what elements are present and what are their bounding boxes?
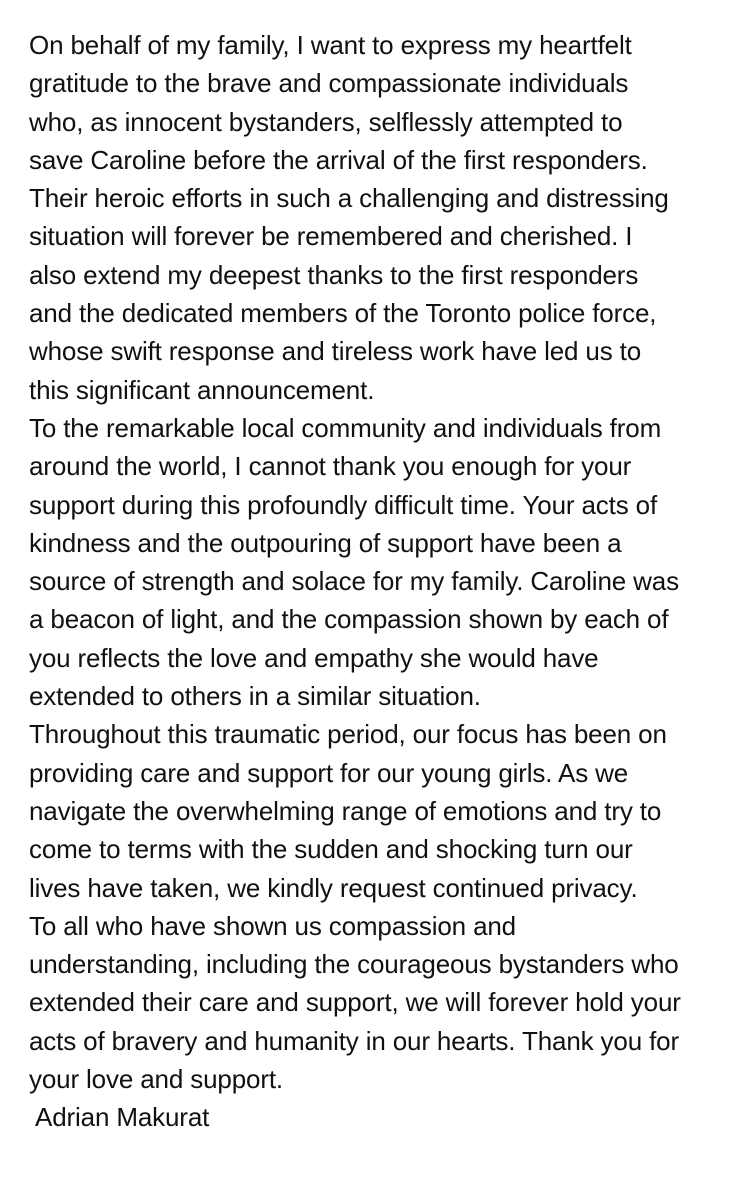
text-line: and the dedicated members of the Toronto police force,	[29, 298, 657, 329]
text-line: your love and support.	[29, 1064, 283, 1095]
text-line: you reflects the love and empathy she would have	[29, 642, 599, 673]
text-line: Their heroic efforts in such a challenging and distressing	[29, 183, 669, 214]
text-line: providing care and support for our young girls. As we	[29, 757, 629, 788]
text-line: support during this profoundly difficult time. Your acts of	[29, 489, 658, 520]
text-line: a beacon of light, and the compassion shown by each of	[29, 604, 669, 635]
text-line: come to terms with the sudden and shocking turn our	[29, 834, 633, 865]
text-line: To all who have shown us compassion and	[29, 910, 516, 941]
paragraph-3	[29, 715, 744, 906]
signature: Adrian Makurat	[35, 1102, 210, 1133]
text-line: situation will forever be remembered and cherished. I	[29, 221, 633, 252]
text-line: whose swift response and tireless work have led us to	[29, 336, 642, 367]
text-line: extended to others in a similar situation.	[29, 681, 481, 712]
paragraph-2	[29, 409, 744, 715]
text-line: kindness and the outpouring of support have been a	[29, 527, 622, 558]
text-line: To the remarkable local community and individuals from	[29, 412, 662, 443]
text-line: understanding, including the courageous bystanders who	[29, 949, 679, 980]
text-line: gratitude to the brave and compassionate individuals	[29, 68, 629, 99]
paragraph-4	[29, 907, 744, 1098]
text-line: save Caroline before the arrival of the first responders.	[29, 144, 648, 175]
text-line: around the world, I cannot thank you enough for your	[29, 451, 632, 482]
statement-text	[29, 26, 744, 1137]
text-line: source of strength and solace for my family. Caroline was	[29, 566, 679, 597]
text-line: acts of bravery and humanity in our hearts. Thank you for	[29, 1025, 679, 1056]
text-line: extended their care and support, we will forever hold your	[29, 987, 681, 1018]
text-line: this significant announcement.	[29, 374, 375, 405]
text-line: who, as innocent bystanders, selflessly attempted to	[29, 106, 623, 137]
text-line: lives have taken, we kindly request continued privacy.	[29, 872, 638, 903]
text-line: also extend my deepest thanks to the first responders	[29, 259, 639, 290]
text-line: On behalf of my family, I want to express my heartfelt	[29, 30, 632, 60]
text-line: Throughout this traumatic period, our focus has been on	[29, 719, 667, 750]
text-line: navigate the overwhelming range of emotions and try to	[29, 795, 662, 826]
paragraph-1	[29, 26, 744, 409]
